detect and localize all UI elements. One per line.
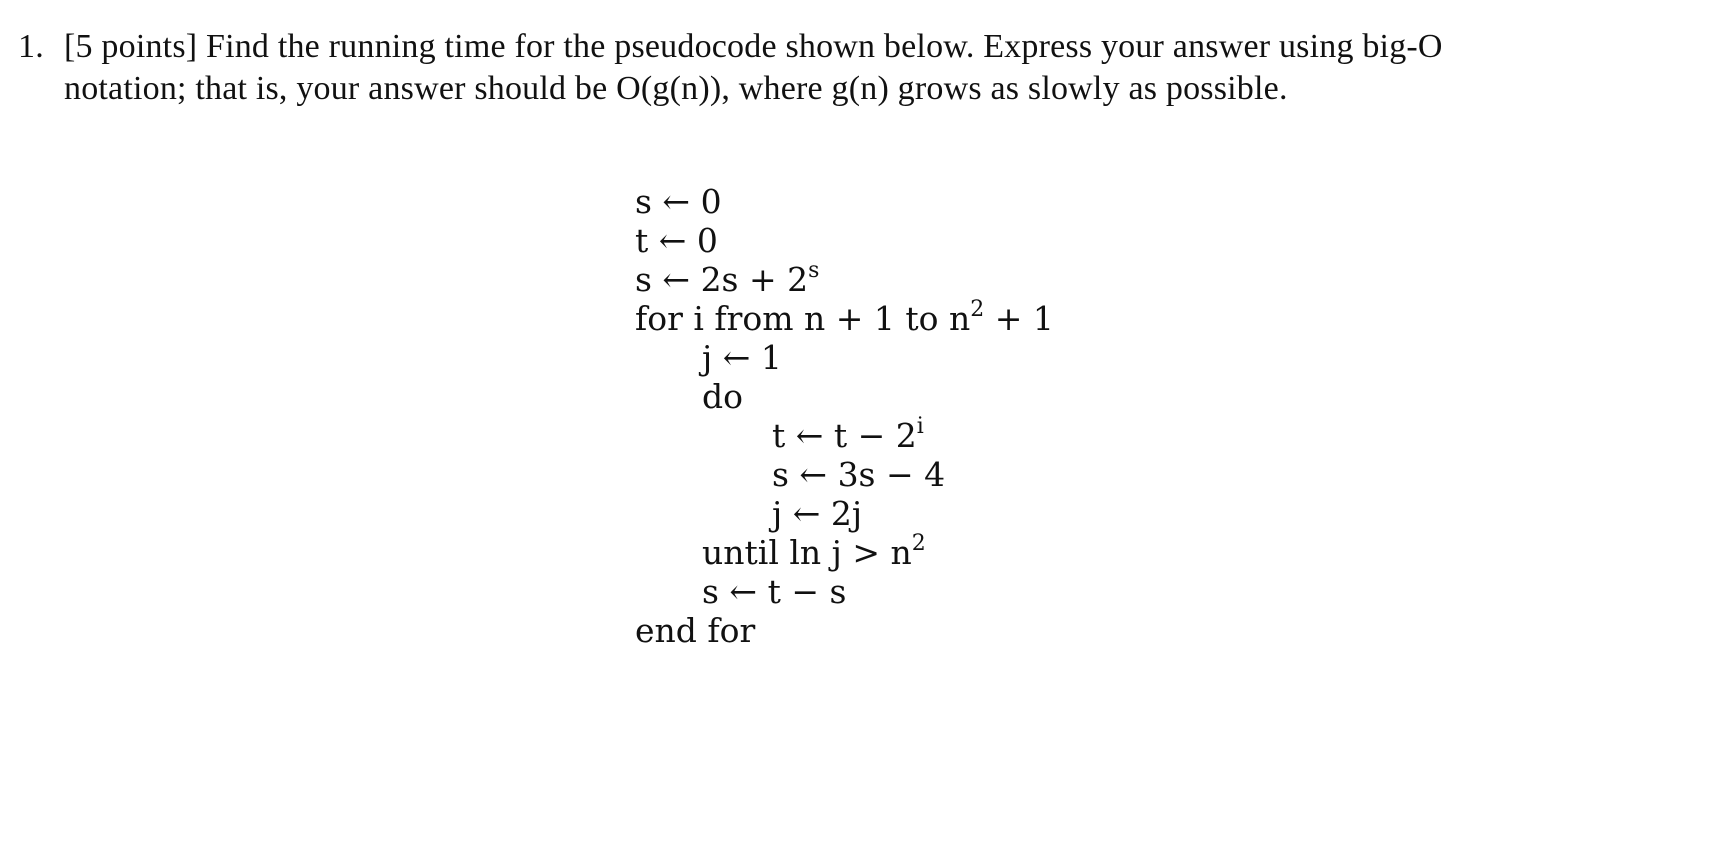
code-line <box>772 492 862 535</box>
code-line <box>702 336 782 379</box>
code-line <box>702 570 846 613</box>
code-text: t ← 0 <box>635 221 718 260</box>
code-text: for i from n + 1 to n <box>635 299 971 338</box>
code-text: j ← 2j <box>772 494 863 533</box>
problem-number: 1. <box>18 28 44 65</box>
code-superscript: s <box>808 258 820 283</box>
code-line <box>635 297 1054 340</box>
code-text: j ← 1 <box>702 338 782 377</box>
code-text: s ← 0 <box>635 182 722 221</box>
code-text: do <box>702 377 743 416</box>
code-line <box>702 375 743 418</box>
code-line <box>772 414 924 457</box>
code-line <box>635 609 755 652</box>
code-text: t ← t − 2 <box>772 416 917 455</box>
code-superscript: 2 <box>911 531 926 556</box>
code-line <box>702 531 926 574</box>
code-text: s ← 3s − 4 <box>772 455 946 494</box>
code-line <box>635 258 819 301</box>
code-line <box>772 453 945 496</box>
code-superscript: 2 <box>970 297 985 322</box>
code-text: s ← 2s + 2 <box>635 260 809 299</box>
code-line <box>635 219 718 262</box>
code-text: until ln j > n <box>702 533 912 572</box>
code-text: s ← t − s <box>702 572 847 611</box>
code-text-tail: + 1 <box>984 299 1054 338</box>
code-line <box>635 180 722 223</box>
code-text: end for <box>635 611 756 650</box>
code-superscript: i <box>916 414 924 439</box>
problem-text-line-2: notation; that is, your answer should be O(g(n)), where g(n) grows as slowly as possible. <box>64 70 1288 107</box>
problem-text-line-1: [5 points] Find the running time for the pseudocode shown below. Express your answer using big-O <box>64 28 1443 65</box>
